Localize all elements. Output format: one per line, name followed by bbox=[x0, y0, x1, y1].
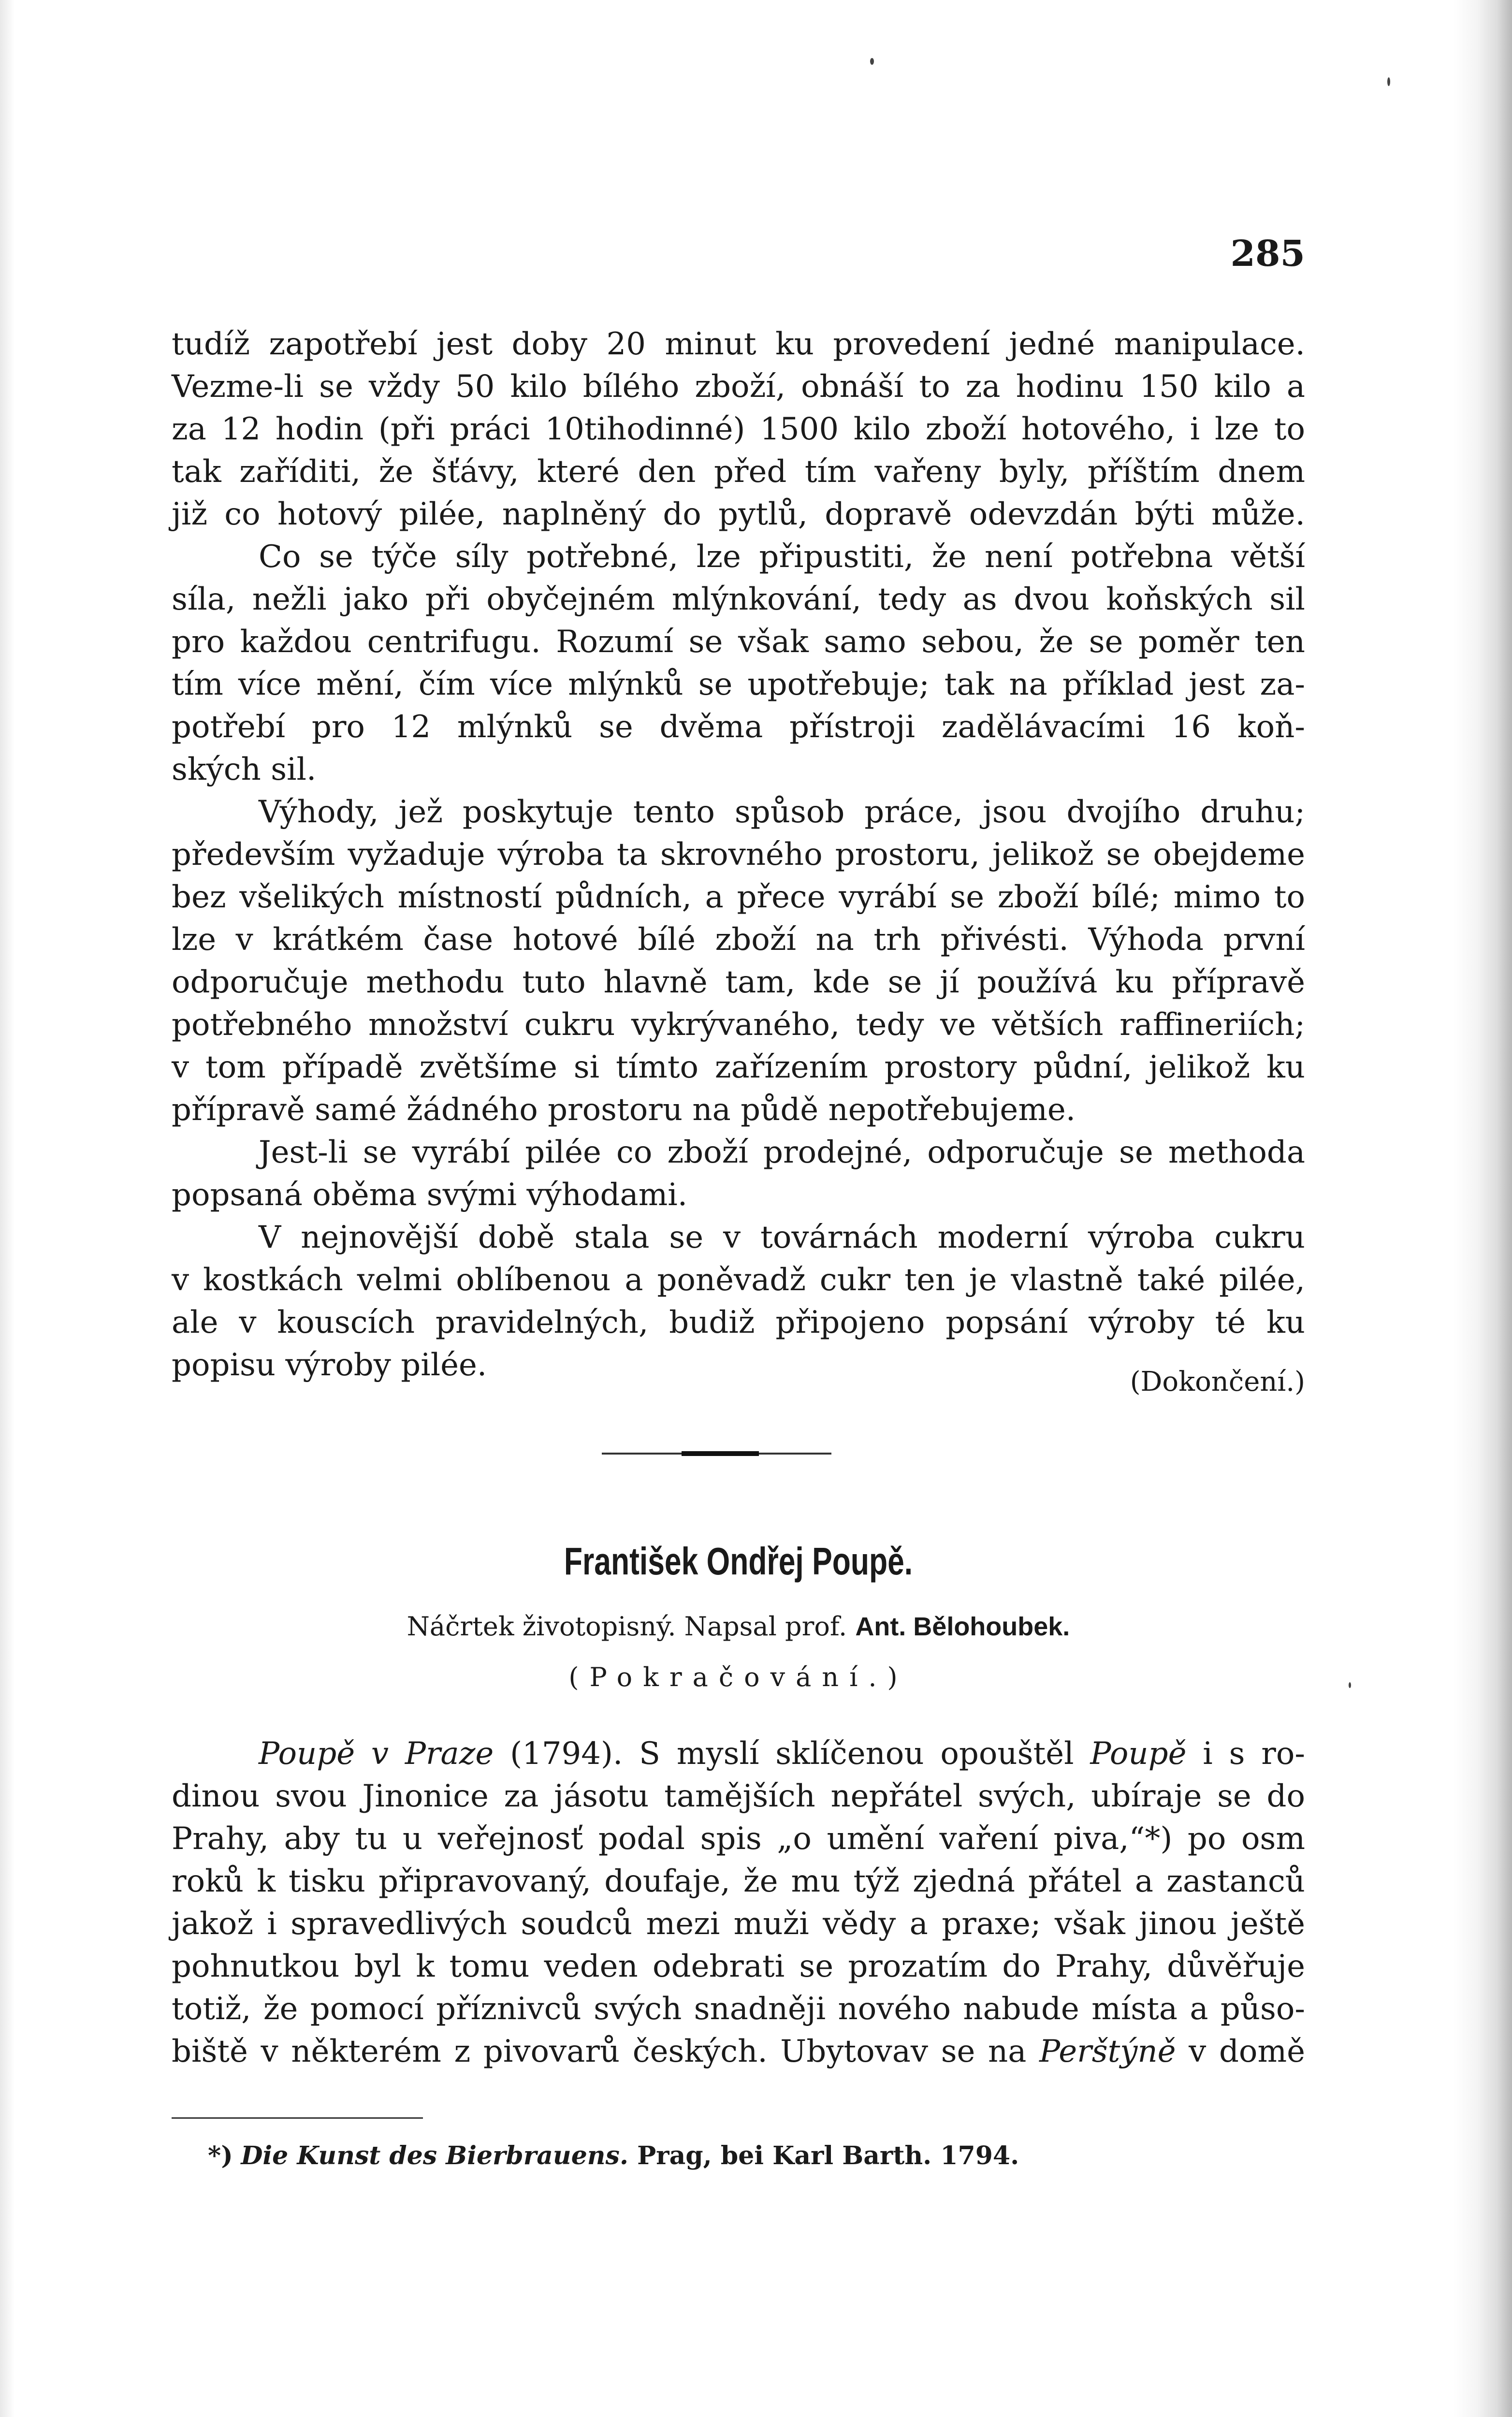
text-line: již co hotový pilée, naplněný do pytlů, dopravě odevzdán býti může. bbox=[172, 496, 1305, 532]
text-line: bez všelikých místností půdních, a přece vyrábí se zboží bílé; mimo to bbox=[172, 879, 1305, 915]
italic-phrase: Poupě bbox=[1090, 1736, 1187, 1772]
text-line: Výhody, jež poskytuje tento spůsob práce, jsou dvojího druhu; bbox=[259, 794, 1305, 830]
text-line: potřebí pro 12 mlýnků se dvěma přístroji zadělávacími 16 koň- bbox=[172, 709, 1305, 745]
text-line: tak zaříditi, že šťávy, které den před tím vařeny byly, příštím dnem bbox=[172, 454, 1305, 490]
text-line: V nejnovější době stala se v továrnách moderní výroba cukru bbox=[259, 1220, 1305, 1255]
subtitle-prefix: Náčrtek životopisný. Napsal prof. bbox=[407, 1611, 847, 1642]
scan-speck bbox=[870, 58, 874, 65]
text-line: pro každou centrifugu. Rozumí se však samo sebou, že se poměr ten bbox=[172, 624, 1305, 660]
footnote-rule bbox=[172, 2117, 423, 2119]
italic-phrase: Perštýně bbox=[1039, 2034, 1176, 2069]
footnote-marker: *) bbox=[208, 2141, 233, 2170]
article-title: František Ondřej Poupě. bbox=[564, 1540, 913, 1583]
text-line bbox=[172, 2030, 1305, 2073]
footnote-title: Die Kunst des Bierbrauens. bbox=[241, 2141, 628, 2170]
text-line: ale v kouscích pravidelných, budiž připojeno popsání výroby té ku bbox=[172, 1305, 1305, 1340]
text-line: především vyžaduje výroba ta skrovného prostoru, jelikož se obejdeme bbox=[172, 837, 1305, 873]
text-line: v kostkách velmi oblíbenou a poněvadž cukr ten je vlastně také pilée, bbox=[172, 1262, 1305, 1298]
continued-note: (Pokračování.) bbox=[568, 1662, 908, 1692]
text-line: totiž, že pomocí příznivců svých snadněji nového nabude místa a půso- bbox=[172, 1991, 1305, 2027]
article-text bbox=[172, 1733, 1305, 2073]
text-line: Jest-li se vyrábí pilée co zboží prodejné, odporučuje se methoda bbox=[259, 1135, 1305, 1170]
text-line: popsaná oběma svými výhodami. bbox=[172, 1177, 688, 1213]
text-span: biště v některém z pivovarů českých. Ubytovav se na bbox=[172, 2034, 1040, 2069]
text-line: Vezme-li se vždy 50 kilo bílého zboží, obnáší to za hodinu 150 kilo a bbox=[172, 369, 1305, 405]
scan-speck bbox=[1349, 1682, 1351, 1688]
text-line: popisu výroby pilée. bbox=[172, 1347, 487, 1383]
text-line: síla, nežli jako při obyčejném mlýnkování, tedy as dvou koňských sil bbox=[172, 582, 1305, 617]
article-author: Ant. Bělohoubek. bbox=[855, 1612, 1070, 1641]
text-line: odporučuje methodu tuto hlavně tam, kde se jí používá ku přípravě bbox=[172, 964, 1305, 1000]
text-line: jakož i spravedlivých soudců mezi muži vědy a praxe; však jinou ještě bbox=[172, 1906, 1305, 1942]
section-one-text bbox=[172, 323, 1305, 1386]
scan-edge-right bbox=[1454, 0, 1512, 2417]
italic-phrase: Poupě v Praze bbox=[259, 1736, 494, 1772]
section-separator-ornament bbox=[682, 1451, 759, 1456]
scan-speck bbox=[1387, 77, 1390, 86]
footnote-publisher: Prag, bei Karl Barth. 1794. bbox=[628, 2141, 1019, 2170]
article-subtitle bbox=[172, 1607, 1305, 1646]
text-line: přípravě samé žádného prostoru na půdě nepotřebujeme. bbox=[172, 1092, 1076, 1128]
text-line: Prahy, aby tu u veřejnosť podal spis „o umění vaření piva,“*) po osm bbox=[172, 1821, 1305, 1857]
text-line: tím více mění, čím více mlýnků se upotřebuje; tak na příklad jest za- bbox=[172, 667, 1305, 702]
text-line: pohnutkou byl k tomu veden odebrati se prozatím do Prahy, důvěřuje bbox=[172, 1949, 1305, 1984]
text-line: Co se týče síly potřebné, lze připustiti, že není potřebna větší bbox=[259, 539, 1305, 575]
text-line: dinou svou Jinonice za jásotu tamějších nepřátel svých, ubíraje se do bbox=[172, 1778, 1305, 1814]
text-line bbox=[172, 1733, 1305, 1775]
text-line: tudíž zapotřebí jest doby 20 minut ku provedení jedné manipulace. bbox=[172, 326, 1305, 362]
text-span: (1794). S myslí sklíčenou opouštěl bbox=[494, 1736, 1090, 1772]
text-line: lze v krátkém čase hotové bílé zboží na trh přivésti. Výhoda první bbox=[172, 922, 1305, 958]
page-number: 285 bbox=[1230, 233, 1305, 275]
text-span: i s ro- bbox=[1186, 1736, 1306, 1772]
text-line: v tom případě zvětšíme si tímto zařízením prostory půdní, jelikož ku bbox=[172, 1049, 1305, 1085]
scan-edge-left bbox=[0, 0, 15, 2417]
closing-note: (Dokončení.) bbox=[1130, 1366, 1305, 1398]
text-line: ských sil. bbox=[172, 752, 317, 787]
text-line: roků k tisku připravovaný, doufaje, že mu týž zjedná přátel a zastanců bbox=[172, 1864, 1305, 1899]
footnote bbox=[208, 2137, 1305, 2175]
text-span: v domě bbox=[1176, 2034, 1306, 2069]
text-line: potřebného množství cukru vykrývaného, tedy ve větších raffineriích; bbox=[172, 1007, 1305, 1043]
text-line: za 12 hodin (při práci 10tihodinné) 1500 kilo zboží hotového, i lze to bbox=[172, 411, 1305, 447]
